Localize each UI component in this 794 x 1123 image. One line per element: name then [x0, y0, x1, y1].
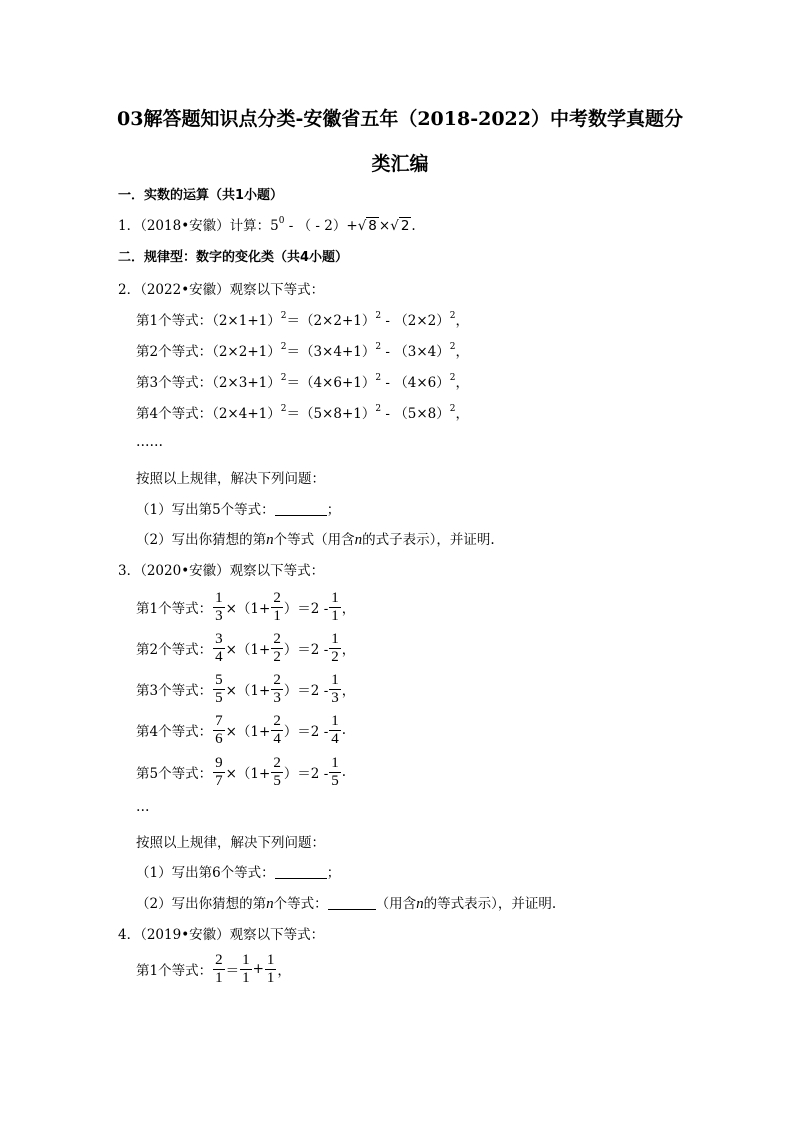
question-2-equation-2: 第2个等式：$(2\times 2+1)^2=(3\times 4+1)^2 - (3\times 4)^2$， [136, 342, 469, 360]
fraction: $\frac{1}{1}$ [266, 951, 275, 986]
sqrt-2: √ 2 [390, 218, 410, 234]
fraction: $\frac{3}{4}$ [215, 630, 223, 665]
fraction: $\frac{1}{5}$ [331, 754, 339, 789]
question-2-equation-4: 第4个等式：$(2\times 4+1)^2=(5\times 8+1)^2 - (5\times 8)^2$， [136, 404, 469, 422]
question-3-equation-5: 第5个等式： $\frac{9}{7}$ ×（1+ $\frac{2}{5}$ ）＝2 - $\frac{1}{5}$ . [136, 754, 347, 789]
answer-blank [275, 501, 327, 516]
question-2-equation-1: 第1个等式：$(2\times 1+1)^2=(2\times 2+1)^2 - (2\times 2)^2$， [136, 311, 469, 329]
section-heading-2: 二．规律型：数字的变化类（共4小题） [118, 250, 349, 265]
question-2-dots: …… [136, 434, 163, 450]
question-3-equation-3: 第3个等式： $\frac{5}{5}$ ×（1+ $\frac{2}{3}$ ）＝2 - $\frac{1}{3}$ ， [136, 671, 356, 706]
fraction: $\frac{2}{4}$ [273, 712, 281, 747]
fraction: $\frac{2}{5}$ [273, 754, 281, 789]
fraction: $\frac{2}{3}$ [273, 671, 281, 706]
fraction: $\frac{1}{1}$ [242, 951, 250, 986]
question-3-equation-4: 第4个等式： $\frac{7}{6}$ ×（1+ $\frac{2}{4}$ ）＝2 - $\frac{1}{4}$ . [136, 712, 347, 747]
fraction: $\frac{1}{3}$ [215, 589, 223, 624]
fraction: $\frac{9}{7}$ [215, 754, 223, 789]
fraction: $\frac{5}{5}$ [215, 671, 223, 706]
question-2-part-1: （1）写出第5个等式： ； [136, 502, 341, 518]
question-3-equation-1: 第1个等式： $\frac{1}{3}$ ×（1+ $\frac{2}{1}$ ）＝2 - $\frac{1}{1}$ ， [136, 589, 356, 624]
question-3-part-2: （2）写出你猜想的第n个等式： （用含n的等式表示），并证明. [136, 896, 557, 912]
fraction: $\frac{1}{1}$ [331, 589, 339, 624]
question-3-dots: … [136, 799, 150, 815]
fraction: $\frac{1}{3}$ [331, 671, 339, 706]
page-title-line2: 类汇编 [371, 153, 429, 175]
fraction: $\frac{2}{1}$ [215, 951, 223, 986]
fraction: $\frac{2}{2}$ [273, 630, 281, 665]
question-3-intro: 3．（2020•安徽）观察以下等式： [118, 563, 325, 579]
question-1: 1．（2018•安徽）计算：$5^0$ - （ - 2）+√ 8 ×√ 2 . [118, 216, 416, 234]
answer-blank [328, 895, 376, 910]
question-3-part-1: （1）写出第6个等式： ； [136, 865, 341, 881]
question-4-equation-1: 第1个等式： $\frac{2}{1}$ ＝ $\frac{1}{1}$ + $\frac{1}{1}$ ， [136, 951, 291, 986]
question-4-intro: 4．（2019•安徽）观察以下等式： [118, 927, 325, 943]
question-3-rule: 按照以上规律，解决下列问题： [136, 835, 325, 851]
question-2-equation-3: 第3个等式：$(2\times 3+1)^2=(4\times 6+1)^2 - (4\times 6)^2$， [136, 373, 469, 391]
section-heading-1: 一．实数的运算（共1小题） [118, 188, 284, 203]
fraction: $\frac{1}{4}$ [331, 712, 339, 747]
fraction: $\frac{7}{6}$ [215, 712, 223, 747]
question-2-rule: 按照以上规律，解决下列问题： [136, 471, 325, 487]
fraction: $\frac{2}{1}$ [273, 589, 281, 624]
question-2-part-2: （2）写出你猜想的第n个等式（用含n的式子表示），并证明. [136, 532, 495, 548]
question-2-intro: 2．（2022•安徽）观察以下等式： [118, 282, 325, 298]
sqrt-8: √ 8 [357, 218, 377, 234]
answer-blank [275, 864, 327, 879]
question-3-equation-2: 第2个等式： $\frac{3}{4}$ ×（1+ $\frac{2}{2}$ ）＝2 - $\frac{1}{2}$ ， [136, 630, 356, 665]
fraction: $\frac{1}{2}$ [331, 630, 339, 665]
page-title-line1: 03解答题知识点分类-安徽省五年（2018-2022）中考数学真题分 [117, 108, 683, 130]
